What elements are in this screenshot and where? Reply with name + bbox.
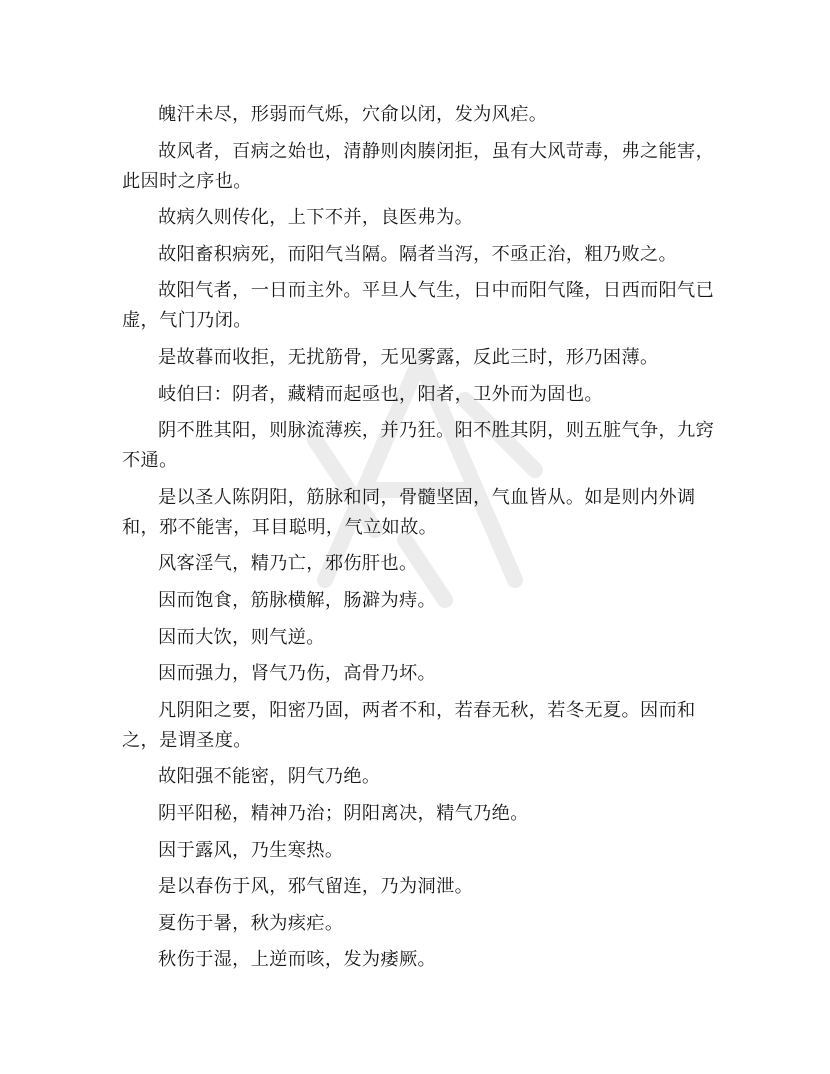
paragraph: 故病久则传化，上下不并，良医弗为。 [158,207,474,229]
paragraph: 因而强力，肾气乃伤，高骨乃坏。 [158,663,437,685]
paragraph: 凡阴阳之要，阳密乃固，两者不和，若春无秋，若冬无夏。因而和之，是谓圣度。 [122,699,696,751]
paragraph: 因而饱食，筋脉横解，肠澼为痔。 [158,589,437,611]
paragraph: 魄汗未尽，形弱而气烁，穴俞以闭，发为风疟。 [158,104,548,125]
paragraph: 是以圣人陈阴阳，筋脉和同，骨髓坚固，气血皆从。如是则内外调和，邪不能害，耳目聪明，气立如故。 [122,486,696,538]
paragraph: 故阳气者，一日而主外。平旦人气生，日中而阳气隆，日西而阳气已虚，气门乃闭。 [122,280,715,332]
paragraph: 因而大饮，则气逆。 [158,626,325,648]
paragraph: 故阳畜积病死，而阳气当隔。隔者当泻，不亟正治，粗乃败之。 [158,243,678,265]
document-body [122,100,718,982]
paragraph: 夏伤于暑，秋为痎疟。 [158,912,344,934]
paragraph: 故阳强不能密，阴气乃绝。 [158,766,381,788]
paragraph: 阴平阳秘，精神乃治；阴阳离决，精气乃绝。 [158,802,529,824]
paragraph: 是以春伤于风，邪气留连，乃为洞泄。 [158,876,474,898]
paragraph: 风客淫气，精乃亡，邪伤肝也。 [158,553,418,575]
paragraph: 秋伤于湿，上逆而咳，发为痿厥。 [158,949,437,971]
paragraph: 岐伯曰：阴者，藏精而起亟也，阳者，卫外而为固也。 [158,383,603,405]
paragraph: 阴不胜其阳，则脉流薄疾，并乃狂。阳不胜其阴，则五脏气争，九窍不通。 [122,420,715,472]
paragraph: 故风者，百病之始也，清静则肉腠闭拒，虽有大风苛毒，弗之能害，此因时之序也。 [122,140,715,192]
paragraph: 是故暮而收拒，无扰筋骨，无见雾露，反此三时，形乃困薄。 [158,346,659,368]
paragraph: 因于露风，乃生寒热。 [158,839,344,861]
